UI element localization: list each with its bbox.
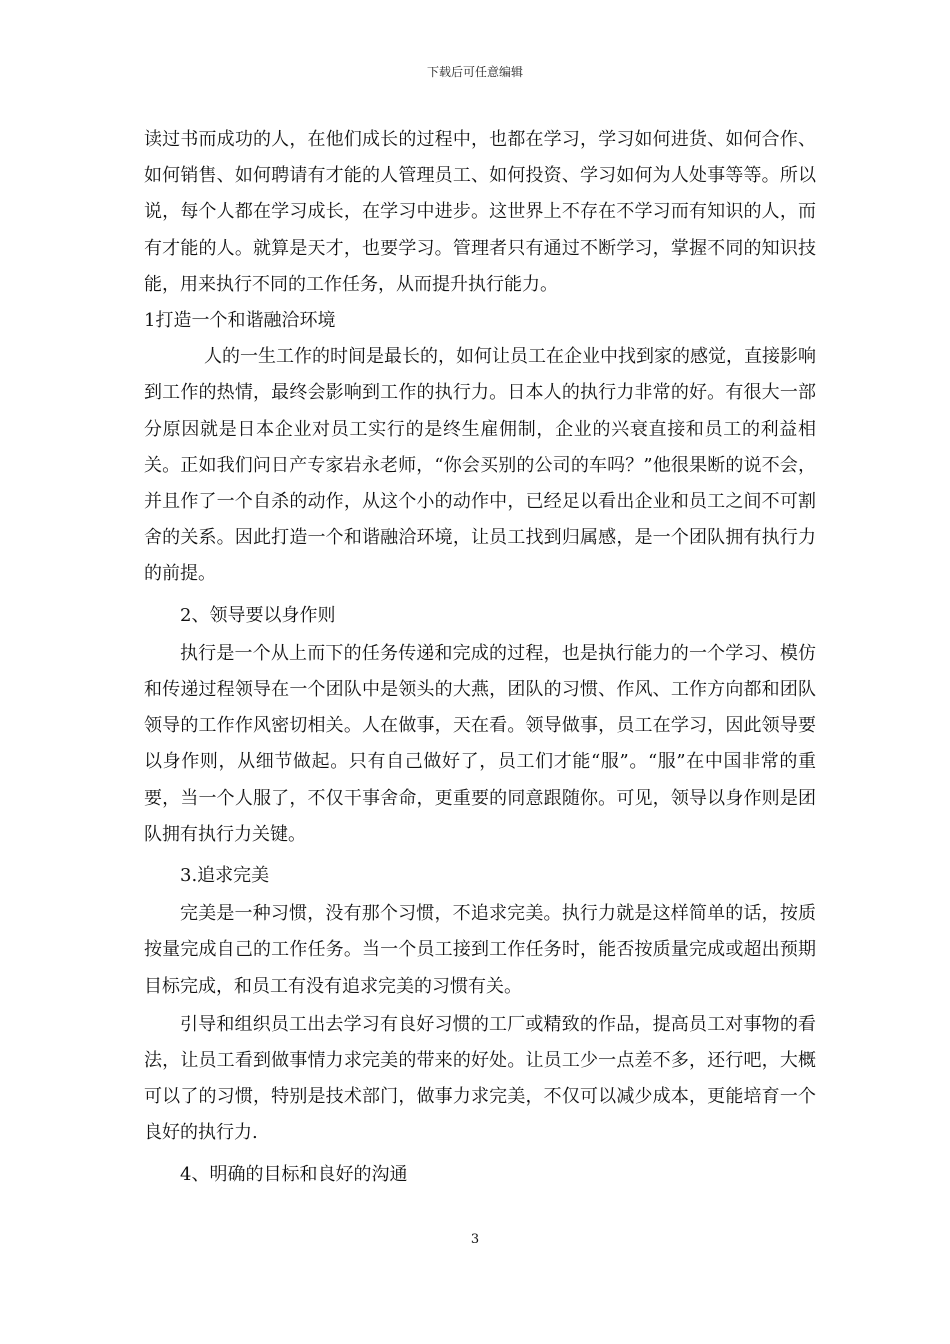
paragraph-intro: 读过书而成功的人，在他们成长的过程中，也都在学习，学习如何进货、如何合作、如何销售、如何聘请有才能的人管理员工、如何投资、学习如何为人处事等等。所以说，每个人都在学习成长，在学习中进步。这世界上不存在不学习而有知识的人，而有才能的人。就算是天才，也要学习。管理者只有通过不断学习，掌握不同的知识技能，用来执行不同的工作任务，从而提升执行能力。 — [144, 129, 816, 295]
page-number: 3 — [470, 1232, 480, 1247]
section-heading-4: 4、明确的目标和良好的沟通 — [180, 1163, 408, 1185]
paragraph-section-3b: 引导和组织员工出去学习有良好习惯的工厂或精致的作品，提高员工对事物的看法，让员工看到做事情力求完美的带来的好处。让员工少一点差不多，还行吧，大概可以了的习惯，特别是技术部门，做事力求完美，不仅可以减少成本，更能培育一个良好的执行力. — [144, 1013, 816, 1144]
page-header-note: 下载后可任意编辑 — [426, 65, 523, 79]
document-body — [144, 122, 816, 1193]
paragraph-section-3a: 完美是一种习惯，没有那个习惯，不追求完美。执行力就是这样简单的话，按质按量完成自己的工作任务。当一个员工接到工作任务时，能否按质量完成或超出预期目标完成，和员工有没有追求完美的习惯有关。 — [144, 903, 816, 997]
section-heading-1: 1打造一个和谐融洽环境 — [144, 310, 336, 332]
section-heading-3: 3.追求完美 — [180, 865, 270, 887]
paragraph-section-2: 执行是一个从上而下的任务传递和完成的过程，也是执行能力的一个学习、模仿和传递过程领导在一个团队中是领头的大燕，团队的习惯、作风、工作方向都和团队领导的工作作风密切相关。人在做事，天在看。领导做事，员工在学习，因此领导要以身作则，从细节做起。只有自己做好了，员工们才能“服”。“服”在中国非常的重要，当一个人服了，不仅干事舍命，更重要的同意跟随你。可见，领导以身作则是团队拥有执行力关键。 — [144, 642, 816, 845]
section-heading-2: 2、领导要以身作则 — [180, 604, 336, 626]
paragraph-section-1: 人的一生工作的时间是最长的，如何让员工在企业中找到家的感觉，直接影响到工作的热情，最终会影响到工作的执行力。日本人的执行力非常的好。有很大一部分原因就是日本企业对员工实行的是终生雇佣制，企业的兴衰直接和员工的利益相关。正如我们问日产专家岩永老师，“你会买别的公司的车吗？”他很果断的说不会，并且作了一个自杀的动作，从这个小的动作中，已经足以看出企业和员工之间不可割舍的关系。因此打造一个和谐融洽环境，让员工找到归属感，是一个团队拥有执行力的前提。 — [144, 346, 816, 585]
